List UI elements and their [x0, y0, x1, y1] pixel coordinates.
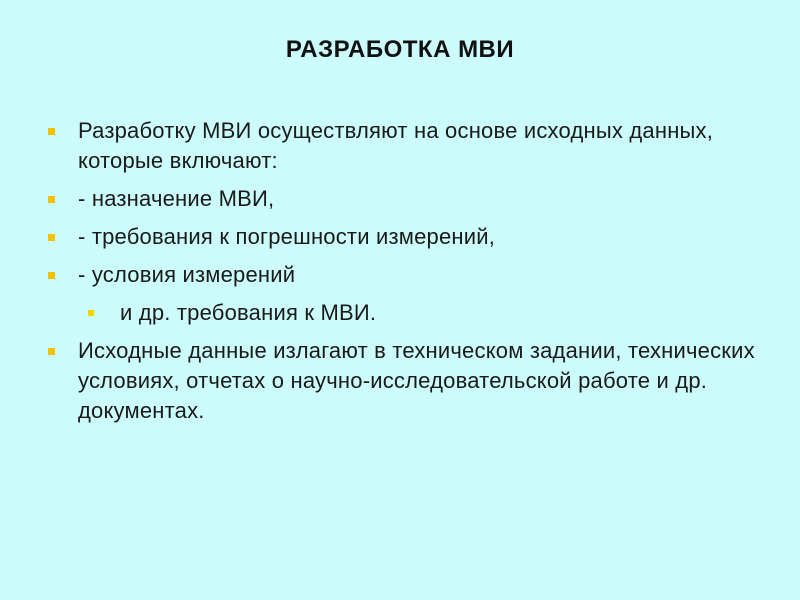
- sub-list-item: [0, 298, 740, 328]
- list-item-text: Разработку МВИ осуществляют на основе исходных данных, которые включают:: [78, 118, 714, 173]
- list-item-text: и др. требования к МВИ.: [120, 300, 377, 325]
- list-item: [0, 336, 758, 426]
- list-item: [0, 260, 758, 290]
- slide-title: РАЗРАБОТКА МВИ: [285, 36, 515, 63]
- list-item-text: - условия измерений: [78, 262, 296, 287]
- list-item: [0, 116, 758, 176]
- square-bullet-icon: [48, 348, 55, 355]
- list-item-text: - требования к погрешности измерений,: [78, 224, 496, 249]
- bullet-list: [0, 116, 800, 434]
- square-bullet-icon: [48, 196, 55, 203]
- list-item: [0, 184, 758, 214]
- list-item-text: Исходные данные излагают в техническом задании, технических условиях, отчетах о научно-исследовательской работе и др. документах.: [78, 338, 755, 423]
- square-bullet-icon: [48, 272, 55, 279]
- list-item-text: - назначение МВИ,: [78, 186, 275, 211]
- square-bullet-icon: [88, 310, 94, 316]
- square-bullet-icon: [48, 234, 55, 241]
- square-bullet-icon: [48, 128, 55, 135]
- list-item: [0, 222, 758, 252]
